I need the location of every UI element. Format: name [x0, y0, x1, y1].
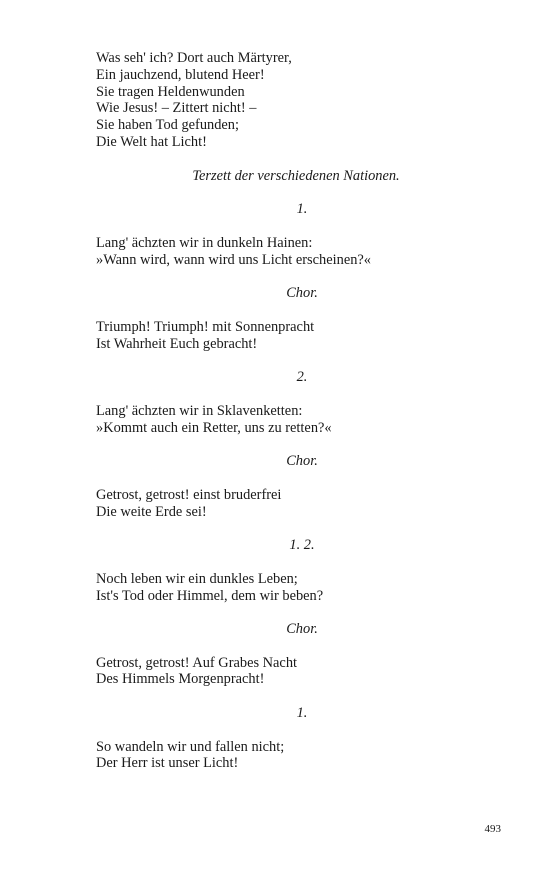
verse-line: Lang' ächzten wir in Sklavenketten: — [96, 402, 303, 419]
stanza — [96, 50, 456, 151]
verse-line: Der Herr ist unser Licht! — [96, 755, 239, 772]
stanza — [96, 403, 456, 437]
verse-line: Ist's Tod oder Himmel, dem wir beben? — [96, 587, 324, 604]
verse-line: »Kommt auch ein Retter, uns zu retten?« — [96, 419, 332, 436]
voice-marker: 1. 2. — [289, 537, 315, 554]
page-number: 493 — [484, 823, 501, 835]
verse-line: Die weite Erde sei! — [96, 503, 207, 520]
poem-text — [96, 50, 456, 789]
chor-heading: Chor. — [286, 621, 318, 638]
verse-line: Getrost, getrost! Auf Grabes Nacht — [96, 654, 298, 671]
stanza — [96, 235, 456, 269]
verse-line: Wie Jesus! – Zittert nicht! – — [96, 100, 257, 117]
verse-line: »Wann wird, wann wird uns Licht erscheinen?« — [96, 251, 371, 268]
verse-line: Was seh' ich? Dort auch Märtyrer, — [96, 50, 292, 66]
stanza — [96, 319, 456, 353]
stanza — [96, 487, 456, 521]
voice-marker: 1. — [296, 201, 308, 218]
verse-line: Die Welt hat Licht! — [96, 133, 207, 150]
verse-line: Ist Wahrheit Euch gebracht! — [96, 335, 258, 352]
verse-line: Ein jauchzend, blutend Heer! — [96, 66, 265, 83]
verse-line: Triumph! Triumph! mit Sonnenpracht — [96, 318, 315, 335]
stanza — [96, 655, 456, 689]
verse-line: So wandeln wir und fallen nicht; — [96, 738, 285, 755]
verse-line: Noch leben wir ein dunkles Leben; — [96, 570, 298, 587]
voice-marker: 1. — [296, 705, 308, 722]
section-title: Terzett der verschiedenen Nationen. — [192, 167, 400, 184]
voice-marker: 2. — [296, 369, 308, 386]
verse-line: Sie haben Tod gefunden; — [96, 117, 239, 134]
stanza — [96, 571, 456, 605]
stanza — [96, 739, 456, 773]
verse-line: Des Himmels Morgenpracht! — [96, 671, 265, 688]
chor-heading: Chor. — [286, 285, 318, 302]
verse-line: Sie tragen Heldenwunden — [96, 83, 245, 100]
verse-line: Getrost, getrost! einst bruderfrei — [96, 486, 282, 503]
verse-line: Lang' ächzten wir in dunkeln Hainen: — [96, 234, 313, 251]
chor-heading: Chor. — [286, 453, 318, 470]
